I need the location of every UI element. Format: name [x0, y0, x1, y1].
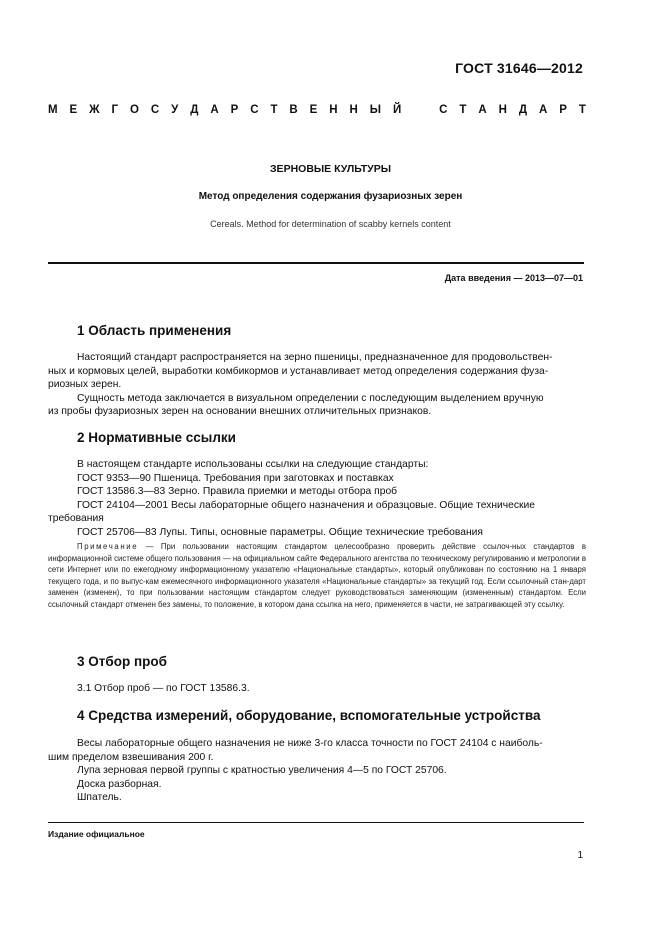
- section-4-body: [48, 737, 585, 805]
- paragraph-line: 3.1 Отбор проб — по ГОСТ 13586.3.: [77, 683, 250, 694]
- introduction-date: Дата введения — 2013—07—01: [444, 273, 583, 283]
- reference-line: ГОСТ 24104—2001 Весы лабораторные общего назначения и образцовые. Общие технические: [77, 499, 536, 511]
- banner-letter: Е: [309, 104, 318, 116]
- document-title-english: Cereals. Method for determination of scabby kernels content: [210, 219, 451, 229]
- note-label: Примечание: [77, 542, 139, 551]
- page-number: 1: [577, 850, 583, 861]
- section-1-body: [48, 351, 585, 419]
- banner-letter: Т: [578, 104, 586, 116]
- paragraph-line: Весы лабораторные общего назначения не ниже 3-го класса точности по ГОСТ 24104 с наиболь-: [77, 738, 543, 749]
- banner-letter: Р: [559, 104, 567, 116]
- banner-letter: В: [289, 104, 298, 116]
- paragraph-line: Лупа зерновая первой группы с кратностью увеличения 4—5 по ГОСТ 25706.: [77, 765, 447, 776]
- banner-letter: А: [478, 104, 487, 116]
- section-4-heading: 4 Средства измерений, оборудование, вспомогательные устройства: [77, 708, 541, 723]
- banner-letter: Д: [518, 104, 528, 116]
- banner-letter: М: [48, 104, 58, 116]
- paragraph-line: шим пределом взвешивания 200 г.: [48, 751, 214, 763]
- paragraph-line: Шпатель.: [77, 792, 122, 803]
- header-divider: [48, 262, 584, 264]
- section-2-note: [48, 541, 586, 610]
- standard-banner: [48, 104, 586, 116]
- banner-letter: Н: [329, 104, 338, 116]
- document-title: ЗЕРНОВЫЕ КУЛЬТУРЫ: [269, 163, 391, 175]
- banner-letter: Т: [270, 104, 278, 116]
- banner-letter: Й: [392, 104, 402, 116]
- banner-letter: С: [439, 104, 448, 116]
- banner-letter: Н: [349, 104, 358, 116]
- reference-line: ГОСТ 25706—83 Лупы. Типы, основные параметры. Общие технические требования: [77, 526, 483, 538]
- paragraph-line: риозных зерен.: [48, 379, 122, 390]
- section-2-body: [48, 458, 585, 539]
- banner-letter: А: [538, 104, 548, 116]
- edition-label: Издание официальное: [48, 829, 145, 839]
- doc-number: ГОСТ 31646—2012: [455, 60, 583, 76]
- paragraph-line: В настоящем стандарте использованы ссылки на следующие стандарты:: [77, 459, 429, 470]
- banner-letter: О: [129, 104, 139, 116]
- paragraph-line: из пробы фузариозных зерен на основании внешних отличительных признаков.: [48, 406, 432, 417]
- banner-letter: Е: [69, 104, 78, 116]
- reference-line: ГОСТ 13586.3—83 Зерно. Правила приемки и методы отбора проб: [77, 486, 398, 497]
- section-1-heading: 1 Область применения: [77, 323, 232, 338]
- paragraph-line: Доска разборная.: [77, 778, 162, 790]
- banner-letter: Р: [230, 104, 239, 116]
- paragraph-line: ных и кормовых целей, выработки комбикормов и устанавливает метод определения содержания фуза-: [48, 365, 549, 377]
- banner-letter: С: [150, 104, 160, 116]
- paragraph-line: Настоящий стандарт распространяется на зерно пшеницы, предназначенное для продовольствен-: [77, 352, 553, 363]
- section-3-body: [77, 682, 585, 696]
- note-text: — При пользовании настоящим стандартом целесообразно проверить действие ссылоч-ных стандартов в информационной системе общего пользования — на официальном сайте Федерального агентства по техническому регулированию и метрологии в сети Интернет или по ежегодному информационному указателю «Национальные стандарты», который опубликован по состоянию на 1 января текущего года, и по выпус-кам ежемесячного информационного указателя «Национальные стандарты» за текущий год. Если ссылочный стан-дарт заменен (изменен), то при пользовании настоящим стандартом следует руководствоваться заменяющим (измененным) стандартом. Если ссылочный стандарт отменен без замены, то положение, в котором дана ссылка на него, применяется в части, не затрагивающей эту ссылку.: [48, 542, 586, 609]
- banner-letter: Д: [190, 104, 199, 116]
- document-subtitle: Метод определения содержания фузариозных зерен: [198, 191, 463, 202]
- banner-letter: Г: [111, 104, 119, 116]
- section-3-heading: 3 Отбор проб: [77, 654, 167, 669]
- section-2-heading: 2 Нормативные ссылки: [77, 430, 236, 445]
- banner-letter: Ж: [89, 104, 100, 116]
- paragraph-line: Сущность метода заключается в визуальном определении с последующим выделением вручную: [77, 392, 544, 404]
- banner-letter: А: [210, 104, 219, 116]
- banner-letter: Т: [459, 104, 467, 116]
- reference-line: ГОСТ 9353—90 Пшеница. Требования при заготовках и поставках: [77, 472, 394, 484]
- banner-letter: Н: [498, 104, 507, 116]
- footer-divider: [48, 822, 584, 823]
- reference-line: требования: [48, 513, 104, 524]
- banner-letter: С: [250, 104, 259, 116]
- banner-letter: Ы: [369, 104, 382, 116]
- banner-gap: [413, 104, 427, 116]
- banner-letter: У: [171, 104, 179, 116]
